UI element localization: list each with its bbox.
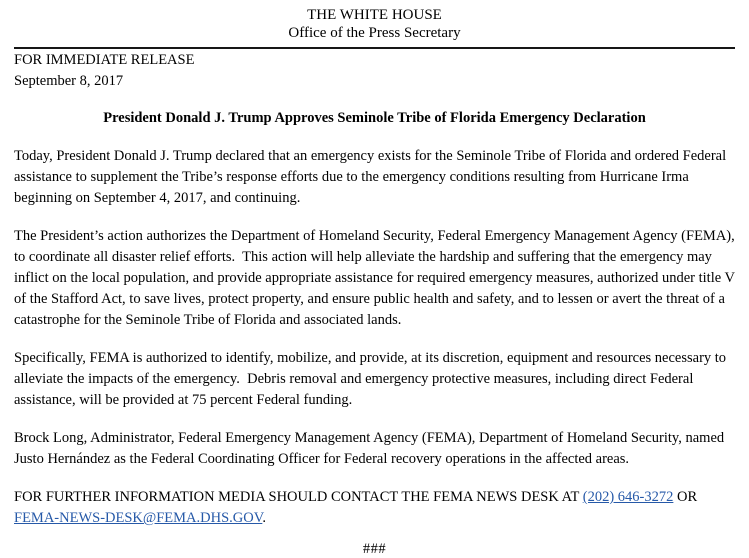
document-title: President Donald J. Trump Approves Seminole Tribe of Florida Emergency Declaration [103, 110, 646, 126]
office-name: Office of the Press Secretary [288, 25, 461, 41]
paragraph-fema-funding: Specifically, FEMA is authorized to identify, mobilize, and provide, at its discretion, equipment and resources necessary to alleviate the impacts of the emergency. Debris removal and emergency protective measures, including direct Federal assistance, will be provided at 75 percent Federal funding. [14, 350, 730, 408]
organization-name: THE WHITE HOUSE [307, 7, 442, 23]
header-divider [14, 47, 735, 49]
contact-text-suffix: . [262, 510, 266, 526]
paragraph-media-contact [14, 487, 735, 529]
contact-text-middle: OR [673, 489, 701, 505]
document-header [14, 6, 735, 42]
contact-text-prefix: FOR FURTHER INFORMATION MEDIA SHOULD CONTACT THE FEMA NEWS DESK AT [14, 489, 583, 505]
email-link[interactable]: FEMA-NEWS-DESK@FEMA.DHS.GOV [14, 510, 263, 526]
phone-link[interactable]: (202) 646-3272 [582, 489, 674, 505]
paragraph-authorization: The President’s action authorizes the Department of Homeland Security, Federal Emergency Management Agency (FEMA), to coordinate all disaster relief efforts. This action will help alleviate the hardship and suffering that the emergency may inflict on the local population, and provide appropriate assistance for required emergency measures, authorized under title V of the Stafford Act, to save lives, protect property, and ensure public health and safety, and to lessen or avert the threat of a catastrophe for the Seminole Tribe of Florida and associated lands. [14, 228, 739, 328]
end-mark: ### [362, 541, 387, 557]
release-date: September 8, 2017 [14, 73, 124, 89]
release-type: FOR IMMEDIATE RELEASE [14, 52, 195, 68]
paragraph-declaration: Today, President Donald J. Trump declared that an emergency exists for the Seminole Tribe of Florida and ordered Federal assistance to supplement the Tribe’s response efforts due to the emergency conditions resulting from Hurricane Irma beginning on September 4, 2017, and continuing. [14, 148, 730, 206]
release-info [14, 50, 735, 92]
paragraph-coordinating-officer: Brock Long, Administrator, Federal Emergency Management Agency (FEMA), Department of Homeland Security, named Justo Hernández as the Federal Coordinating Officer for Federal recovery operations in the affected areas. [14, 430, 728, 467]
